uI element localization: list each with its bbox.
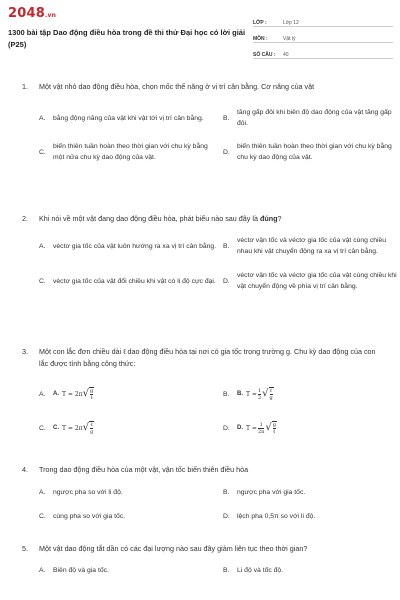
option-c[interactable] (39, 141, 217, 163)
option-a[interactable] (39, 384, 217, 404)
formula-prefix: T = (246, 390, 257, 398)
question-stem (22, 543, 384, 555)
option-b[interactable] (223, 235, 400, 257)
option-d[interactable] (223, 511, 400, 522)
question-stem (22, 213, 384, 225)
question-text-part: Khi nói về một vật đang dao động điều hòa, phát biểu nào sau đây là (39, 214, 260, 223)
question-text (39, 213, 384, 225)
option-letter: D. (223, 277, 230, 285)
answer-options (39, 565, 384, 576)
option-d[interactable] (223, 270, 400, 292)
formula-label: B. (237, 390, 243, 397)
option-b[interactable] (223, 107, 400, 129)
option-c[interactable] (39, 511, 217, 522)
formula-label: A. (53, 390, 59, 397)
document-title: 1300 bài tập Dao động điều hòa trong đề thi thử Đại học có lời giải (P25) (8, 28, 246, 49)
question-5 (22, 543, 384, 576)
option-letter: B. (223, 489, 230, 496)
square-root: √ $\frac{\text{ℓ}}{g}$ (262, 388, 273, 401)
fraction-denominator: 2 (257, 394, 262, 401)
formula (237, 421, 277, 435)
fraction-denominator: 2π (257, 428, 265, 435)
formula-label: C. (53, 424, 59, 431)
option-text: ngược pha với gia tốc. (237, 489, 306, 496)
fraction-numerator: 1 (259, 421, 263, 428)
meta-count-row (253, 45, 393, 59)
option-letter: A. (39, 390, 46, 398)
option-letter: A. (39, 114, 46, 122)
option-text: véctơ gia tốc của vật đổi chiều khi vật có li độ cực đại. (53, 277, 216, 285)
option-text: véctơ gia tốc của vật luôn hướng ra xa vị trí cân bằng. (53, 242, 217, 250)
formula (53, 387, 94, 401)
question-emphasis: đúng (259, 214, 278, 223)
option-letter: C. (39, 424, 46, 432)
formula-prefix: T = 2π (62, 424, 83, 432)
option-letter: A. (39, 242, 46, 250)
answer-options (39, 487, 384, 522)
option-letter: B. (223, 114, 230, 122)
meta-label: LỚP : (253, 20, 267, 26)
question-number: 5. (22, 544, 28, 553)
fraction-numerator: ℓ (90, 422, 93, 428)
meta-value: Vật lý (283, 36, 296, 42)
meta-value: Lớp 12 (283, 20, 299, 26)
option-a[interactable] (39, 487, 217, 498)
option-b[interactable] (223, 565, 400, 576)
option-text: tăng gấp đôi khi biên độ dao động của vật tăng gấp đôi. (237, 109, 392, 127)
option-letter: D. (223, 513, 230, 520)
question-number: 1. (22, 82, 28, 91)
question-stem (22, 81, 384, 93)
question-1 (22, 81, 392, 163)
formula (53, 421, 94, 435)
option-letter: A. (39, 489, 46, 496)
option-d[interactable] (223, 418, 400, 438)
question-text: Một vật nhỏ dao động điều hòa, chọn mốc thế năng ở vị trí cân bằng. Cơ năng của vật (39, 82, 315, 91)
formula-label: D. (237, 424, 243, 431)
formula (237, 387, 274, 401)
option-letter: D. (223, 424, 230, 432)
meta-label: SỐ CÂU : (253, 52, 276, 58)
fraction-numerator: ℓ (269, 388, 273, 394)
site-logo[interactable] (8, 6, 56, 21)
option-b[interactable] (223, 487, 400, 498)
fraction-numerator: 1 (257, 387, 262, 394)
question-text: Một con lắc đơn chiều dài ℓ dao động điều hòa tại nơi có gia tốc trọng trường g. Chu kỳ dao động của con lắc được tính bằng công thức: (39, 347, 376, 368)
page-header (0, 0, 400, 70)
question-text: Trong dao động điều hòa của một vật, vận tốc biến thiên điều hòa (39, 465, 249, 474)
square-root: √ $\frac{\text{ℓ}}{g}$ (82, 422, 94, 435)
fraction-denominator: g (269, 395, 273, 401)
question-4 (22, 464, 384, 522)
option-text: Li độ và tốc độ. (237, 567, 284, 574)
option-letter: D. (223, 148, 230, 156)
option-text: biến thiên tuần hoàn theo thời gian với chu kỳ bằng chu kỳ dao động của vật. (237, 143, 392, 161)
fraction-denominator: ℓ (273, 429, 276, 435)
coefficient-fraction (258, 422, 264, 435)
question-3 (22, 346, 384, 438)
square-root: √ $\frac{g}{\text{ℓ}}$ (265, 422, 276, 435)
option-letter: B. (223, 567, 230, 574)
question-text-part: ? (277, 214, 282, 223)
option-text: ngược pha so với li độ. (53, 489, 123, 496)
option-c[interactable] (39, 270, 217, 292)
formula-prefix: T = 2π (62, 390, 83, 398)
option-text: Biên độ và gia tốc. (53, 567, 109, 574)
coefficient-fraction (258, 388, 261, 401)
option-a[interactable] (39, 107, 217, 129)
logo-main: 2048 (8, 6, 45, 21)
option-letter: C. (39, 148, 46, 156)
question-stem (22, 464, 384, 476)
option-letter: C. (39, 277, 46, 285)
formula-prefix: T = (246, 424, 257, 432)
question-stem (22, 346, 384, 370)
square-root: √ $\frac{g}{\text{ℓ}}$ (82, 388, 94, 401)
document-meta (253, 13, 393, 61)
question-number: 2. (22, 214, 28, 223)
option-text: cùng pha so với gia tốc. (53, 513, 126, 520)
fraction-denominator: g (89, 429, 94, 435)
option-d[interactable] (223, 141, 400, 163)
answer-options (39, 235, 397, 292)
option-a[interactable] (39, 235, 217, 257)
question-text: Một vật dao động tắt dần có các đại lượng nào sau đây giảm liên tục theo thời gian? (39, 544, 308, 553)
option-c[interactable] (39, 418, 217, 438)
option-letter: B. (223, 390, 230, 398)
option-text: biến thiên tuần hoàn theo thời gian với chu kỳ bằng một nửa chu kỳ dao động của vật. (53, 143, 208, 161)
logo-tld: .vn (44, 12, 57, 19)
fraction-denominator: ℓ (90, 395, 93, 401)
answer-options (39, 107, 392, 163)
meta-subject-row (253, 29, 393, 43)
question-number: 3. (22, 347, 28, 356)
option-letter: B. (223, 242, 230, 250)
fraction-numerator: g (272, 422, 276, 428)
option-text: bằng động năng của vật khi vật tới vị trí cân bằng. (53, 114, 204, 122)
option-text: véctơ vận tốc và véctơ gia tốc của vật cùng chiều nhau khi vật chuyển động ra xa vị trí cân bằng. (237, 237, 387, 255)
option-letter: A. (39, 567, 46, 574)
option-letter: C. (39, 513, 46, 520)
fraction-numerator: g (89, 388, 94, 394)
option-text: lệch pha 0,5π so với li độ. (237, 513, 316, 520)
option-a[interactable] (39, 565, 217, 576)
question-number: 4. (22, 465, 28, 474)
question-2 (22, 213, 397, 292)
answer-options (39, 384, 384, 438)
meta-class-row (253, 13, 393, 27)
meta-value: 40 (283, 52, 289, 58)
option-text: véctơ vận tốc và véctơ gia tốc của vật cùng chiều khi vật chuyển động về phía vị trí cân bằng. (237, 272, 397, 290)
meta-label: MÔN : (253, 36, 268, 42)
option-b[interactable] (223, 384, 400, 404)
